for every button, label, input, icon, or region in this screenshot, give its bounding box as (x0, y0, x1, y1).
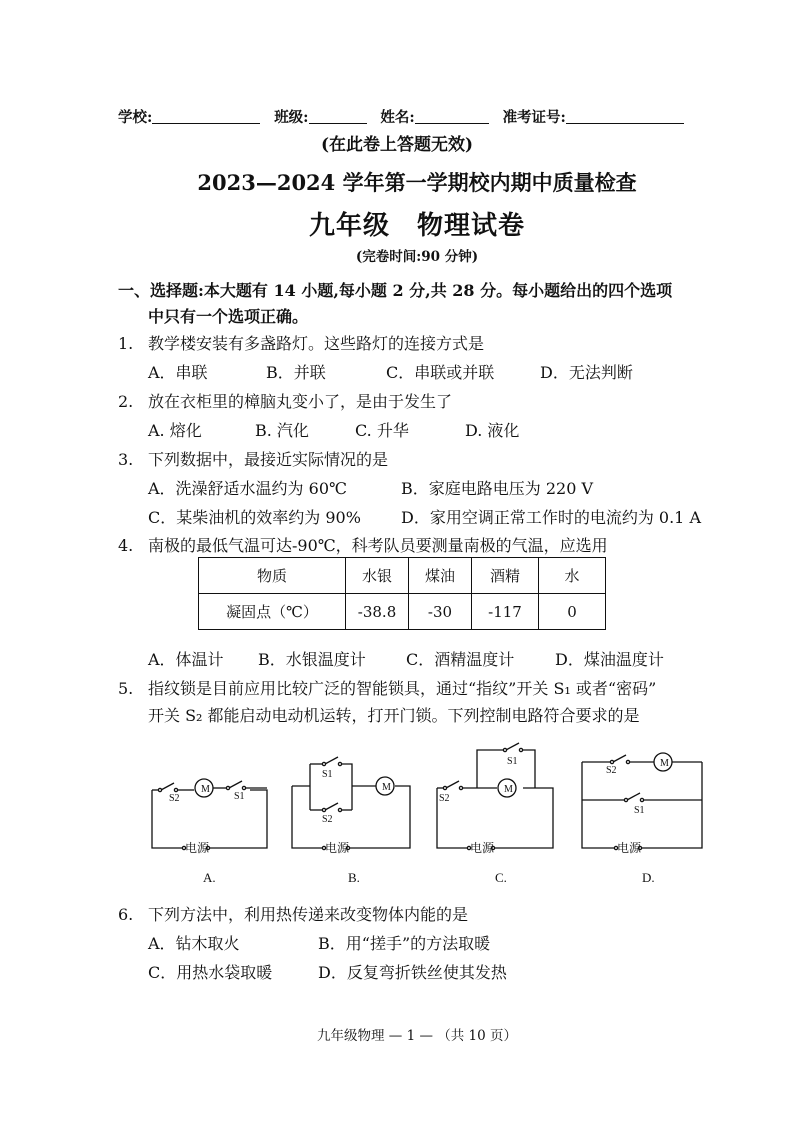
invalid-notice: (在此卷上答题无效) (320, 135, 474, 155)
exam-title: 2023—2024 学年第一学期校内期中质量检查 (197, 170, 637, 195)
table-cell: 凝固点（℃） (199, 594, 346, 630)
q4-option-d: D．煤油温度计 (555, 650, 664, 669)
q1-option-c: C．串联或并联 (386, 363, 495, 382)
circuit-b-power-label: 电源 (325, 841, 350, 855)
circuit-d-s2-label: S2 (606, 765, 617, 776)
section-heading-cont: 中只有一个选项正确。 (148, 307, 309, 326)
circuit-d-power-label: 电源 (617, 841, 642, 855)
q2-option-d: D. 液化 (465, 421, 520, 440)
circuit-a-s2-label: S2 (169, 793, 180, 804)
q3-option-b: B．家庭电路电压为 220 V (401, 479, 594, 498)
table-row (199, 558, 606, 594)
q6-option-a: A．钻木取火 (148, 934, 240, 953)
question-4-stem: 南极的最低气温可达-90℃，科考队员要测量南极的气温，应选用 (148, 536, 608, 555)
motor-icon: M (504, 784, 513, 795)
circuit-b-s1-label: S1 (322, 769, 333, 780)
circuit-b-s2-label: S2 (322, 814, 333, 825)
q2-option-c: C. 升华 (355, 421, 409, 440)
motor-icon: M (660, 758, 669, 769)
q1-option-a: A．串联 (148, 363, 208, 382)
question-2-number: 2. (118, 392, 134, 411)
exam-number-label: 准考证号: (502, 109, 566, 126)
exam-duration: (完卷时间:90 分钟) (355, 249, 479, 265)
q6-option-d: D．反复弯折铁丝使其发热 (318, 963, 507, 982)
q2-option-a: A. 熔化 (148, 421, 202, 440)
circuit-c-label: C. (495, 870, 507, 885)
circuit-c-power-label: 电源 (470, 841, 495, 855)
circuit-c-s1-label: S1 (507, 756, 518, 767)
question-4-number: 4. (118, 536, 134, 555)
table-cell: -30 (409, 594, 472, 630)
motor-icon: M (201, 784, 210, 795)
name-blank (415, 109, 489, 124)
circuit-a-power-label: 电源 (185, 841, 210, 855)
table-cell: -38.8 (346, 594, 409, 630)
circuit-a-label: A. (203, 870, 216, 885)
question-5-stem-cont: 开关 S₂ 都能启动电动机运转，打开门锁。下列控制电路符合要求的是 (148, 706, 640, 725)
question-5-stem: 指纹锁是目前应用比较广泛的智能锁具，通过“指纹”开关 S₁ 或者“密码” (148, 679, 657, 698)
school-label: 学校: (118, 109, 153, 126)
circuit-d-s1-label: S1 (634, 805, 645, 816)
q3-option-c: C．某柴油机的效率约为 90% (148, 508, 361, 527)
circuit-d-label: D. (642, 870, 655, 885)
circuit-a-s1-label: S1 (234, 791, 245, 802)
question-1-stem: 教学楼安装有多盏路灯。这些路灯的连接方式是 (148, 334, 485, 353)
circuit-diagrams (130, 740, 720, 890)
school-blank (152, 109, 260, 124)
q6-option-b: B．用“搓手”的方法取暖 (318, 934, 491, 953)
motor-icon: M (382, 782, 391, 793)
table-cell: 水 (539, 558, 606, 594)
table-cell: 物质 (199, 558, 346, 594)
question-6-stem: 下列方法中，利用热传递来改变物体内能的是 (148, 905, 469, 924)
circuit-b-label: B. (348, 870, 360, 885)
q6-option-c: C．用热水袋取暖 (148, 963, 273, 982)
table-cell: 0 (539, 594, 606, 630)
q4-option-c: C．酒精温度计 (406, 650, 515, 669)
table-cell: 酒精 (472, 558, 539, 594)
q3-option-a: A．洗澡舒适水温约为 60℃ (148, 479, 347, 498)
circuit-b (292, 757, 410, 885)
exam-number-blank (566, 109, 684, 124)
class-blank (309, 109, 367, 124)
exam-subtitle: 九年级 物理试卷 (308, 211, 525, 241)
q2-option-b: B. 汽化 (255, 421, 309, 440)
question-6-number: 6. (118, 905, 134, 924)
circuit-d (582, 753, 702, 885)
freezing-point-table (198, 557, 606, 630)
q1-option-b: B．并联 (266, 363, 326, 382)
circuit-c (437, 743, 553, 885)
q4-option-b: B．水银温度计 (258, 650, 366, 669)
question-1-number: 1. (118, 334, 134, 353)
table-cell: 水银 (346, 558, 409, 594)
circuit-a (152, 779, 267, 885)
table-row (199, 594, 606, 630)
name-label: 姓名: (380, 109, 415, 126)
question-3-stem: 下列数据中，最接近实际情况的是 (148, 450, 389, 469)
q1-option-d: D．无法判断 (540, 363, 633, 382)
q4-option-a: A．体温计 (148, 650, 224, 669)
q3-option-d: D．家用空调正常工作时的电流约为 0.1 A (401, 508, 702, 527)
circuit-c-s2-label: S2 (439, 793, 450, 804)
question-5-number: 5. (118, 679, 134, 698)
class-label: 班级: (274, 109, 309, 126)
table-cell: -117 (472, 594, 539, 630)
section-heading: 一、选择题:本大题有 14 小题,每小题 2 分,共 28 分。每小题给出的四个选项 (118, 281, 673, 300)
table-cell: 煤油 (409, 558, 472, 594)
student-info-line (118, 106, 684, 127)
question-3-number: 3. (118, 450, 134, 469)
page-footer: 九年级物理 — 1 — （共 10 页） (316, 1028, 517, 1044)
question-2-stem: 放在衣柜里的樟脑丸变小了，是由于发生了 (148, 392, 453, 411)
